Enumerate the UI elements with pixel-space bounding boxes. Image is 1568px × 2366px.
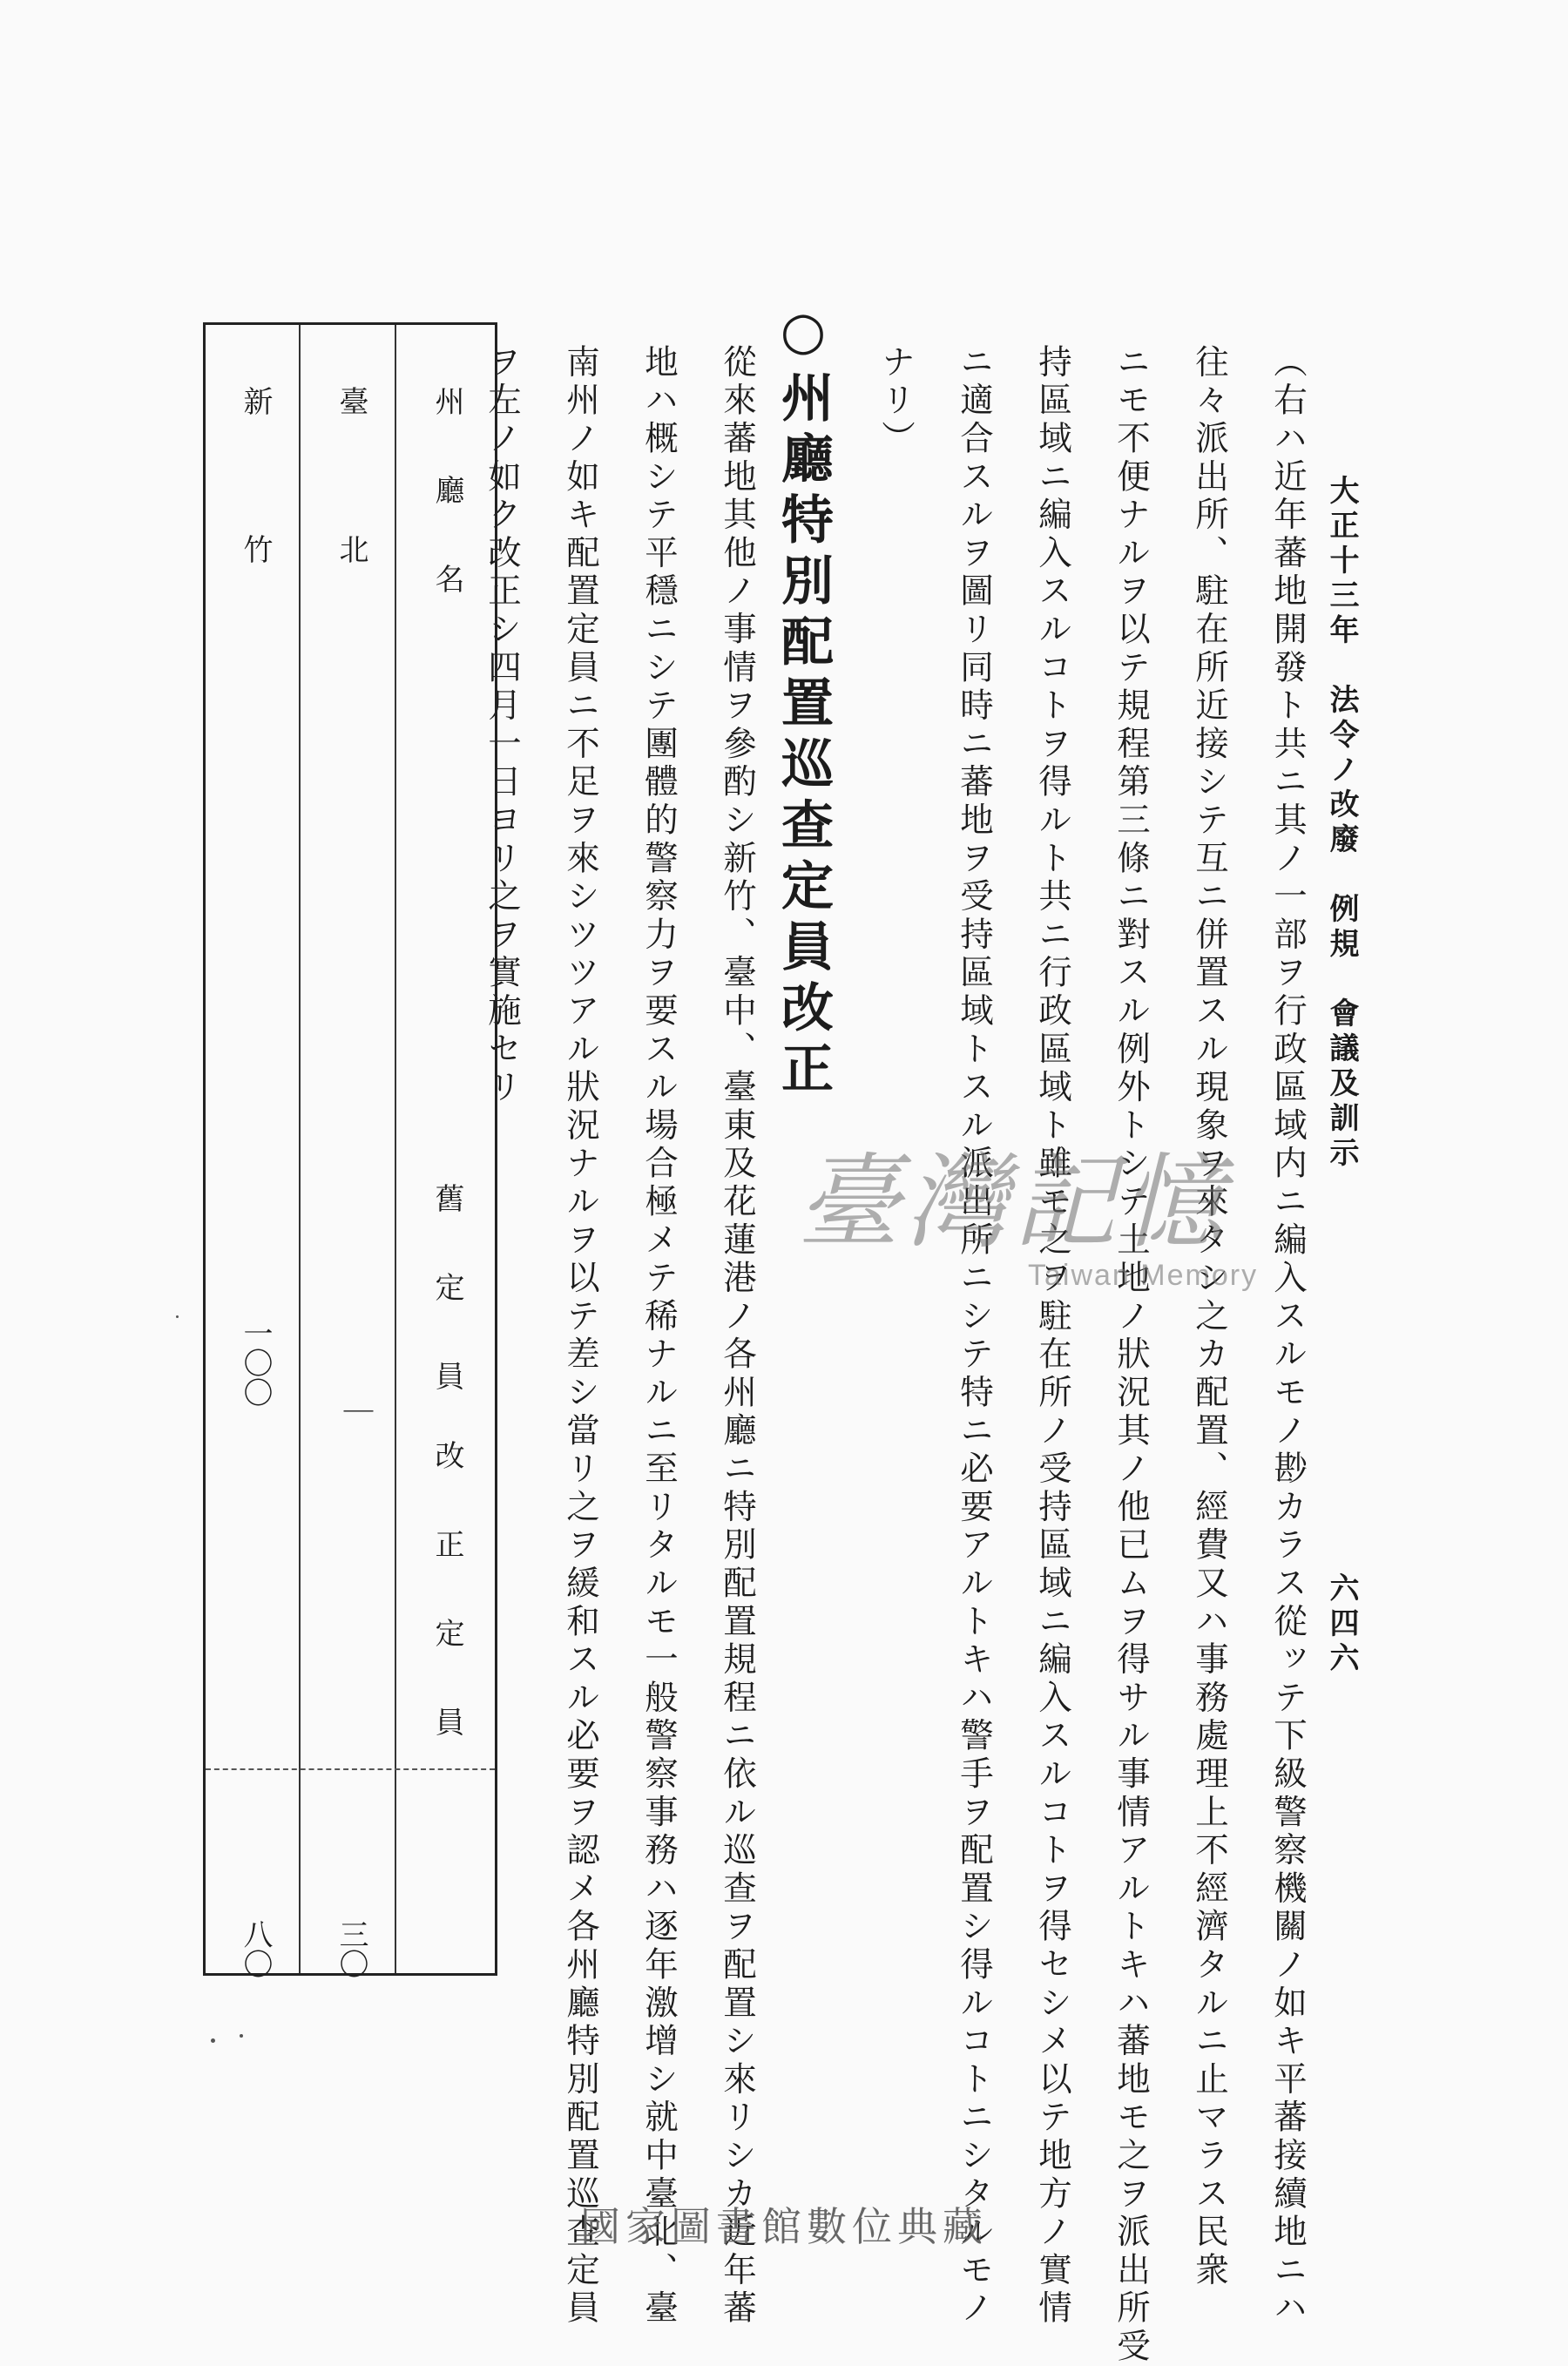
watermark-subtitle: Taiwan Memory [1028,1259,1259,1292]
table-divider [395,325,396,1973]
paragraph-line-1: （右ハ近年蕃地開發ト共ニ其ノ一部ヲ行政區域内ニ編入スルモノ尠カラス從ッテ下級警察機關ノ如キ平蕃接續地ニハ [1268,344,1308,2329]
table-row-old: ｜ [338,1396,373,1426]
scan-speck [176,1315,179,1318]
paragraph-line-6: ナリ） [876,344,916,459]
section-heading: ○州廳特別配置巡查定員改正 [773,301,834,1102]
section-line-3: 南州ノ如キ配置定員ニ不足ヲ來シツツアル狀況ナルヲ以テ差シ當リ之ヲ緩和スル必要ヲ認メ各州廳特別配置巡查定員 [561,344,600,2329]
scan-speck [211,2038,215,2043]
paragraph-line-5: ニ適合スルヲ圖リ同時ニ蕃地ヲ受持區域トスル派出所ニシテ特ニ必要アルトキハ警手ヲ配置シ得ルコトニシタルモノ [955,344,994,2329]
section-line-2: 地ハ概シテ平穩ニシテ團體的警察力ヲ要スル場合極メテ稀ナルニ至リタルモ一般警察事務ハ逐年激增シ就中臺北、臺 [639,344,679,2329]
running-header-title: 大正十三年 法令ノ改廢 例規 會議及訓示 [1324,475,1359,1172]
staffing-table [203,322,497,1976]
paragraph-line-3: ニモ不便ナルヲ以テ規程第三條ニ對スル例外トシテ土地ノ狀況其ノ他已ムヲ得サル事情アルトキハ蕃地モ之ヲ派出所受 [1112,344,1151,2366]
footer-archive-label: 國家圖書館數位典藏 [580,2203,988,2250]
watermark-logo: 臺灣記憶 [797,1142,1230,1262]
table-row-name: 新 竹 [238,386,273,564]
section-line-1: 從來蕃地其他ノ事情ヲ參酌シ新竹、臺中、臺東及花蓮港ノ各州廳ニ特別配置規程ニ依ル巡查ヲ配置シ來リシカ近年蕃 [718,344,757,2329]
table-row-new: 三〇 [334,1919,368,1978]
section-line-4: ヲ左ノ如ク改正シ四月一日ヨリ之ヲ實施セリ [483,344,522,1107]
table-header-new: 改 正 定 員 [429,1440,464,1736]
paragraph-line-2: 往々派出所、駐在所近接シテ互ニ併置スル現象ヲ來タシ之カ配置、經費又ハ事務處理上不經濟タルニ止マラス民衆 [1190,344,1229,2290]
table-header-name: 州 廳 名 [429,386,464,593]
page-number: 六四六 [1324,1572,1359,1677]
table-dashed-divider [206,1768,495,1770]
table-row-new: 八〇 [238,1919,273,1978]
table-row-name: 臺 北 [334,386,368,564]
scan-speck [240,2034,243,2038]
table-row-old: 一〇〇 [238,1318,273,1407]
paragraph-line-4: 持區域ニ編入スルコトヲ得ルト共ニ行政區域ト雖モ之ヲ駐在所ノ受持區域ニ編入スルコトヲ得セシメ以テ地方ノ實情 [1033,344,1072,2329]
table-divider [299,325,301,1973]
table-header-old: 舊 定 員 [429,1183,464,1390]
